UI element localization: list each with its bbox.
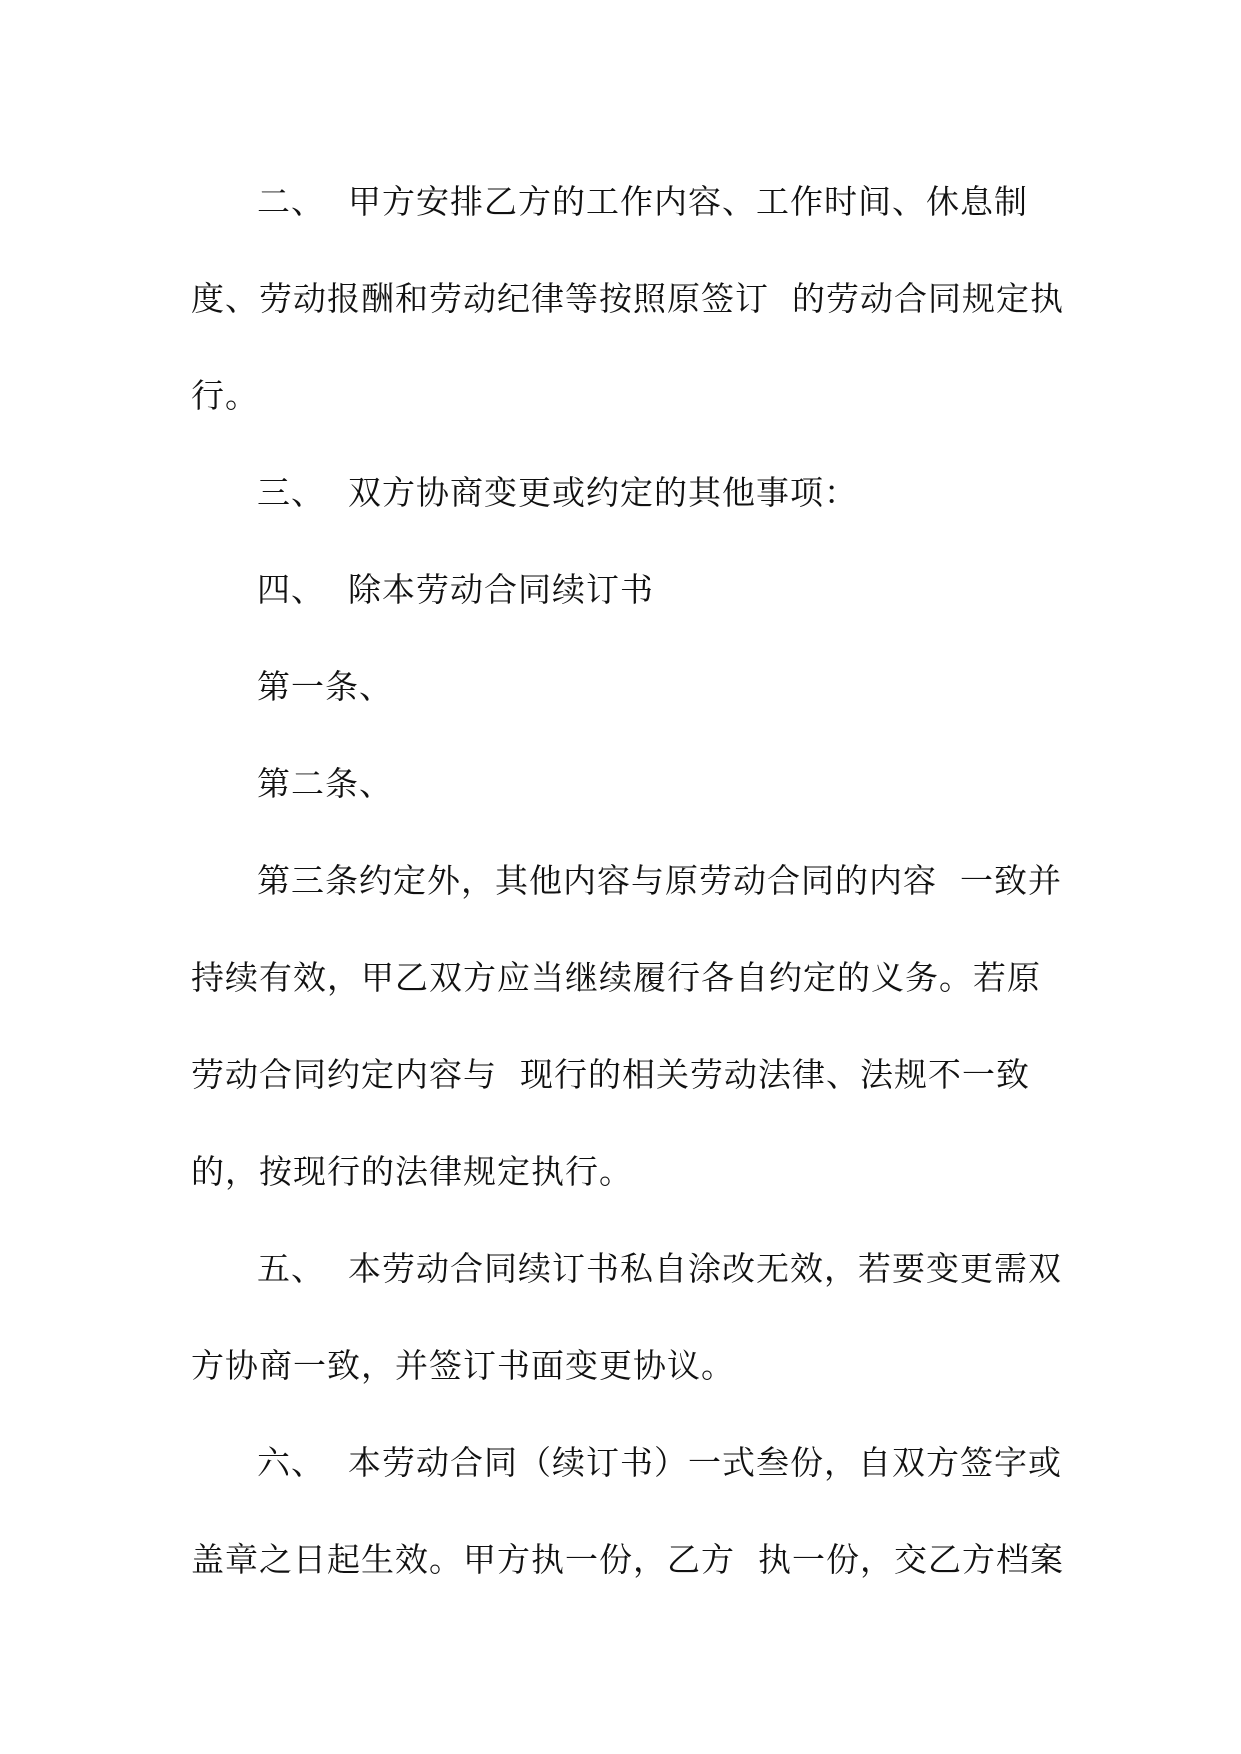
clause-5-line-2: 方协商一致，并签订书面变更协议。 [191, 1346, 735, 1385]
article-3-line-4: 的，按现行的法律规定执行。 [191, 1152, 633, 1191]
article-3-line-3: 劳动合同约定内容与 现行的相关劳动法律、法规不一致 [191, 1055, 1030, 1094]
article-3-line-1: 第三条约定外，其他内容与原劳动合同的内容 一致并 [257, 861, 1062, 900]
clause-6-line-2: 盖章之日起生效。甲方执一份，乙方 执一份，交乙方档案 [191, 1540, 1064, 1579]
article-1-line: 第一条、 [257, 667, 393, 706]
clause-4-line-1: 四、 除本劳动合同续订书 [257, 570, 654, 609]
clause-2-line-3: 行。 [191, 376, 259, 415]
article-3-line-2: 持续有效，甲乙双方应当继续履行各自约定的义务。若原 [191, 958, 1041, 997]
clause-3-line-1: 三、 双方协商变更或约定的其他事项： [257, 473, 858, 512]
clause-2-line-2: 度、劳动报酬和劳动纪律等按照原签订 的劳动合同规定执 [191, 279, 1064, 318]
clause-2-line-1: 二、 甲方安排乙方的工作内容、工作时间、休息制 [257, 182, 1028, 221]
clause-5-line-1: 五、 本劳动合同续订书私自涂改无效，若要变更需双 [257, 1249, 1062, 1288]
clause-6-line-1: 六、 本劳动合同（续订书）一式叁份，自双方签字或 [257, 1443, 1062, 1482]
article-2-line: 第二条、 [257, 764, 393, 803]
